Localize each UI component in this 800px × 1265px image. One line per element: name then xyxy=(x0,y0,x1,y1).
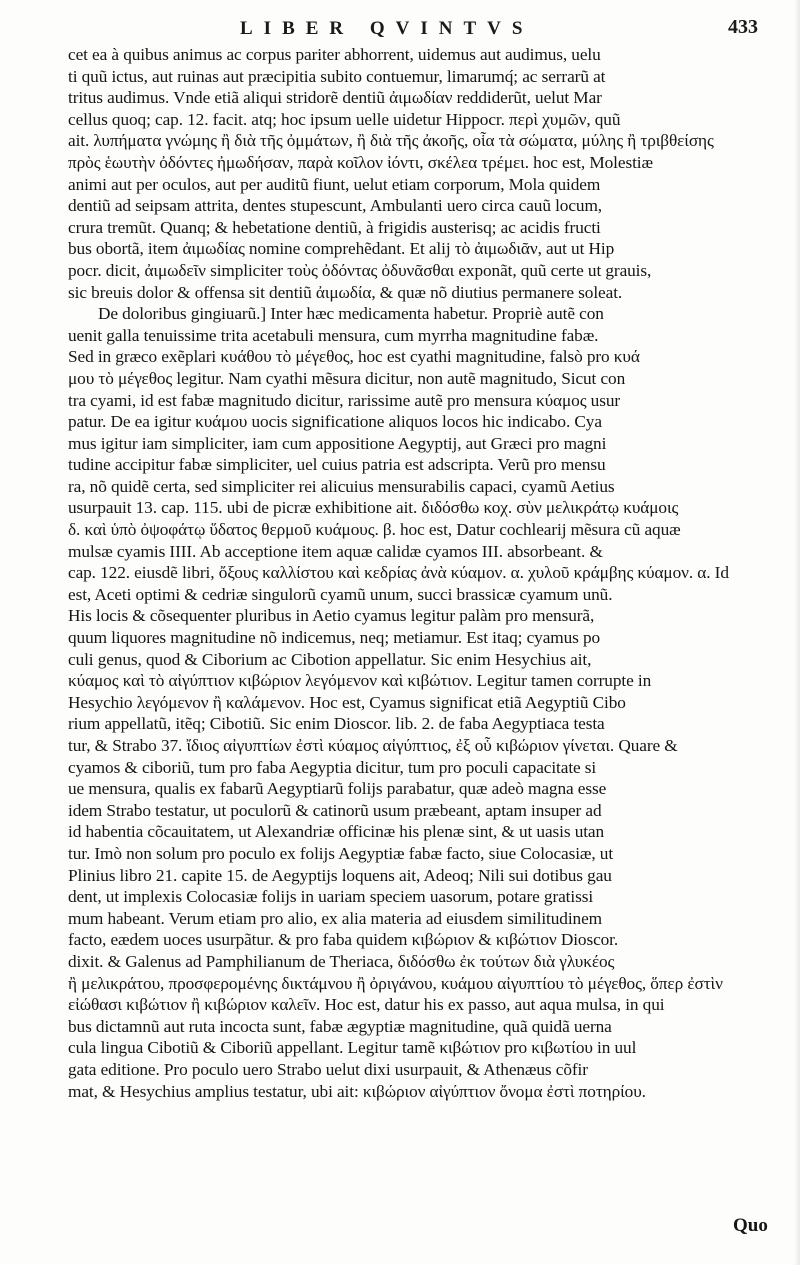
catchword: Quo xyxy=(733,1215,768,1236)
text-line: mus igitur iam simpliciter, iam cum appositione Aegyptij, aut Græci pro magni xyxy=(68,433,607,453)
running-head xyxy=(0,14,800,44)
text-line: mulsæ cyamis IIII. Ab acceptione item aquæ calidæ cyamos III. absorbeant. & xyxy=(68,541,603,561)
paragraph-start-line: De doloribus gingiuarũ.] Inter hæc medicamenta habetur. Propriè autẽ con xyxy=(98,304,604,324)
text-line: cyamos & ciboriũ, tum pro faba Aegyptia dicitur, tum pro poculi capacitate si xyxy=(68,757,597,777)
text-line: animi aut per oculos, aut per auditũ fiunt, uelut etiam corporum, Mola quidem xyxy=(68,174,601,194)
text-line: κύαμος καὶ τὸ αἰγύπτιον κιβώριον λεγόμενον καὶ κιβώτιον. Legitur tamen corrupte in xyxy=(68,671,652,691)
body-text xyxy=(68,44,774,1232)
text-line: cet ea à quibus animus ac corpus pariter abhorrent, uidemus aut audimus, uelu xyxy=(68,45,601,64)
text-line: Sed in græco exẽplari κυάθου τὸ μέγεθος, hoc est cyathi magnitudine, falsò pro κυά xyxy=(68,347,640,367)
text-line: usurpauit 13. cap. 115. ubi de picræ exhibitione ait. διδόσθω κοχ. σὺν μελικράτῳ κυάμοις xyxy=(68,498,679,518)
text-line: culi genus, quod & Ciborium ac Cibotion appellatur. Sic enim Hesychius ait, xyxy=(68,649,592,669)
text-line: rium appellatũ, itẽq; Cibotiũ. Sic enim Dioscor. lib. 2. de faba Aegyptiaca testa xyxy=(68,714,605,734)
text-line: Plinius libro 21. capite 15. de Aegyptijs loquens ait, Adeoq; Nili sui dotibus gau xyxy=(68,865,612,885)
text-line: dent, ut implexis Colocasiæ folijs in uariam speciem uasorum, potare gratissi xyxy=(68,887,594,907)
text-line: tur, & Strabo 37. ἴδιος αἰγυπτίων ἐστὶ κύαμος αἰγύπτιος, ἐξ οὗ κιβώριον γίνεται. Quare & xyxy=(68,736,678,755)
text-line: crura tremũt. Quanq; & hebetatione dentiũ, à frigidis austerisq; ac acidis fructi xyxy=(68,217,601,237)
text-line xyxy=(68,1210,774,1232)
text-line xyxy=(68,1145,774,1167)
text-line: dixit. & Galenus ad Pamphilianum de Theriaca, διδόσθω ἐκ τούτων διὰ γλυκέος xyxy=(68,951,615,971)
text-line: tra cyami, id est fabæ magnitudo dicitur, rarissime autẽ pro mensura κύαμος usur xyxy=(68,390,621,410)
text-line xyxy=(68,1124,774,1146)
text-line: mat, & Hesychius amplius testatur, ubi ait: κιβώριον αἰγύπτιον ὄνομα ἐστὶ ποτηρίου. xyxy=(68,1081,646,1101)
text-line: μου τὸ μέγεθος legitur. Nam cyathi mẽsura dicitur, non autẽ magnitudo, Sicut con xyxy=(68,368,626,388)
text-line: cula lingua Cibotiũ & Ciboriũ appellant. Legitur tamẽ κιβώτιον pro κιβωτίου in uul xyxy=(68,1038,637,1058)
text-line: patur. De ea igitur κυάμου uocis significatione aliquos locos hic indicabo. Cya xyxy=(68,412,602,432)
text-line xyxy=(68,1102,774,1124)
text-line: facto, eædem uoces usurpãtur. & pro faba quidem κιβώριον & κιβώτιον Dioscor. xyxy=(68,930,619,950)
text-line: ue mensura, qualis ex fabarũ Aegyptiarũ folijs parabatur, quæ adeò magna esse xyxy=(68,779,607,799)
text-line xyxy=(68,1188,774,1210)
text-line: Hesychio λεγόμενον ἢ καλάμενον. Hoc est, Cyamus significat etiã Aegyptiũ Cibo xyxy=(68,692,626,712)
text-line: pocr. dicit, ἀιμωδεῖν simpliciter τοὺς ὀδόντας ὀδυνᾶσθαι exponãt, quũ certe ut grauis, xyxy=(68,260,652,280)
text-line: tur. Imò non solum pro poculo ex folijs Aegyptiæ fabæ facto, siue Colocasiæ, ut xyxy=(68,843,614,863)
page-edge-shadow xyxy=(794,0,800,1265)
text-line: δ. καὶ ὑπὸ ὀψοφάτῳ ὕδατος θερμοῦ κυάμους. β. hoc est, Datur cochlearij mẽsura cũ aquæ xyxy=(68,520,681,540)
text-line: mum habeant. Verum etiam pro alio, ex alia materia ad eiusdem similitudinem xyxy=(68,908,602,928)
text-line: est, Aceti optimi & cedriæ singulorũ cyamũ unum, succi brassicæ cyamum unũ. xyxy=(68,584,613,604)
text-line: dentiũ ad seipsam attrita, dentes stupescunt, Ambulanti uero circa cauũ locum, xyxy=(68,196,603,216)
text-line: ti quũ ictus, aut ruinas aut præcipitia subito contuemur, limarumq́; ac serrarũ at xyxy=(68,66,606,86)
text-line: bus dictamnũ aut ruta incocta sunt, fabæ ægyptiæ magnitudine, quã quidã uerna xyxy=(68,1016,612,1036)
text-line: uenit galla tenuissime trita acetabuli mensura, cum myrrha magnitudine fabæ. xyxy=(68,325,599,345)
text-line: cap. 122. eiusdẽ libri, ὄξους καλλίστου καὶ κεδρίας ἀνὰ κύαμον. α. χυλοῦ κράμβης κύαμον. α. Id xyxy=(68,563,729,583)
text-line: ra, nõ quidẽ certa, sed simpliciter rei alicuius mensurabilis capaci, cyamũ Aetius xyxy=(68,476,615,496)
text-line: sic breuis dolor & offensa sit dentiũ ἀιμωδία, & quæ nõ diutius permanere soleat. xyxy=(68,282,623,302)
text-line: gata editione. Pro poculo uero Strabo uelut dixi usurpauit, & Athenæus cõfir xyxy=(68,1059,588,1079)
text-line: quum liquores magnitudine nõ indicemus, neq; metiamur. Est itaq; cyamus po xyxy=(68,628,601,648)
text-line: tudine accipitur fabæ simpliciter, uel cuius patria est adscripta. Verũ pro mensu xyxy=(68,455,606,475)
text-line xyxy=(68,1167,774,1189)
text-line: εἰώθασι κιβώτιον ἢ κιβώριον καλεῖν. Hoc est, datur his ex passo, aut aqua mulsa, in qui xyxy=(68,995,665,1015)
text-line: ἢ μελικράτου, προσφερομένης δικτάμνου ἢ ὀριγάνου, κυάμου αἰγυπτίου τὸ μέγεθος, ὅπερ ἐστὶν xyxy=(68,973,723,993)
text-line: id habentia cõcauitatem, ut Alexandriæ officinæ his plenæ sint, & ut uasis utan xyxy=(68,822,605,842)
text-line: idem Strabo testatur, ut poculorũ & catinorũ usum præbeant, aptam insuper ad xyxy=(68,800,602,820)
text-line: tritus audimus. Vnde etiã aliqui stridorẽ dentiũ ἀιμωδίαν reddiderũt, uelut Mar xyxy=(68,88,602,108)
text-line: His locis & cõsequenter pluribus in Aetio cyamus legitur palàm pro mensurã, xyxy=(68,606,595,626)
running-title: LIBER QVINTVS xyxy=(240,18,534,39)
text-line: cellus quoq; cap. 12. facit. atq; hoc ipsum uelle uidetur Hippocr. περὶ χυμῶν, quũ xyxy=(68,109,621,129)
text-line: πρὸς ἑωυτὴν ὀδόντες ἠμωδήσαν, παρὰ κοῖλον ἰόντι, σκέλεα τρέμει. hoc est, Molestiæ xyxy=(68,152,653,172)
text-line: bus obortã, item ἀιμωδίας nomine comprehẽdant. Et alij τὸ ἀιμωδιᾶν, aut ut Hip xyxy=(68,239,615,259)
page-number: 433 xyxy=(728,16,758,38)
text-line: ait. λυπήματα γνώμης ἢ διὰ τῆς ὀμμάτων, ἢ διὰ τῆς ἀκοῆς, οἷα τὰ σώματα, μύλης ἢ τριβθείσης xyxy=(68,131,714,151)
